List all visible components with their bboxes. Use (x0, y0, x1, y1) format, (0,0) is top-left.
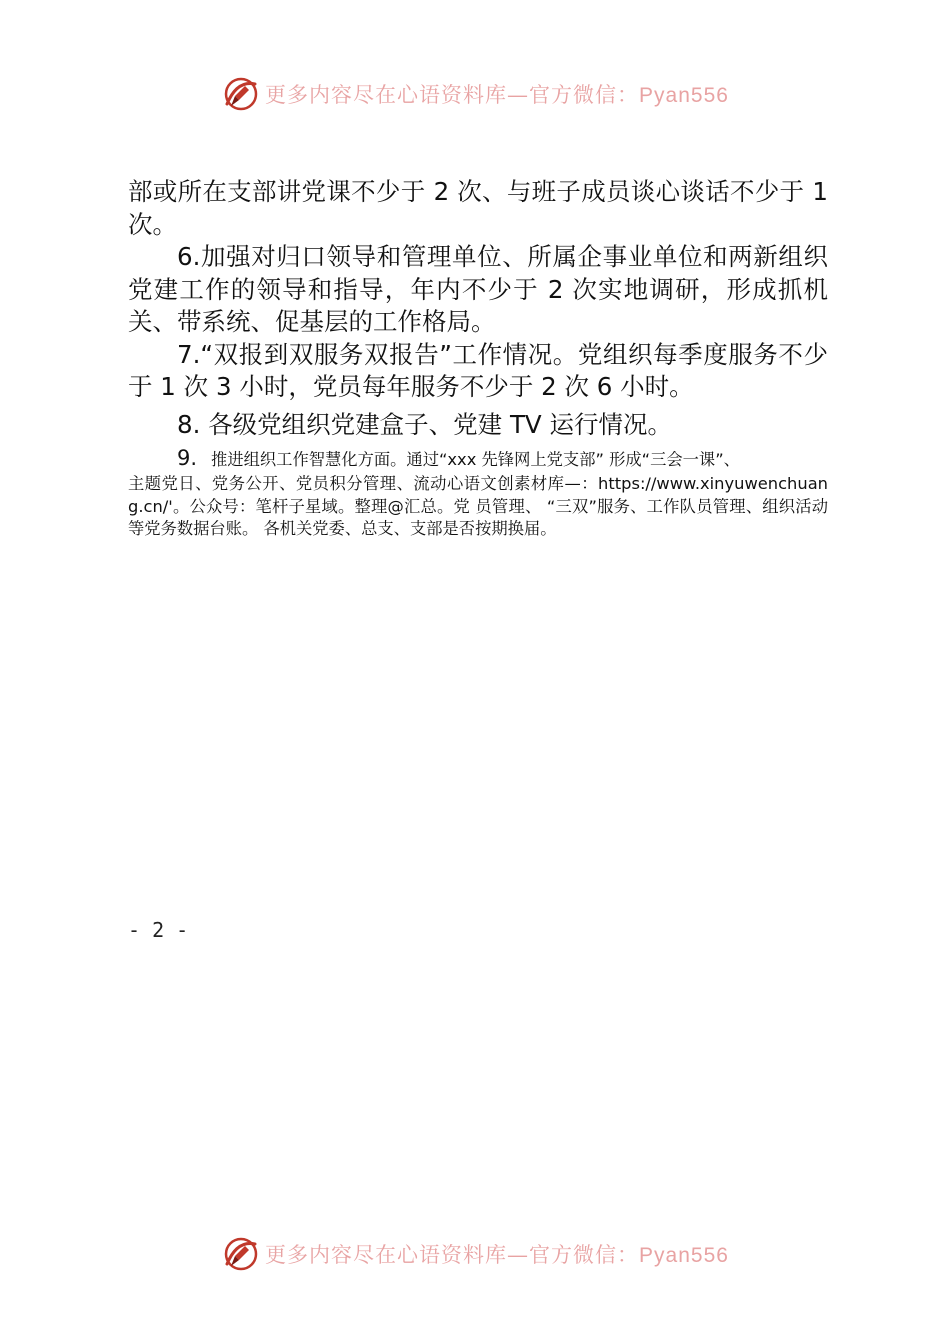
page-number: - 2 - (128, 918, 189, 942)
paragraph-9 (128, 445, 828, 541)
banner-slogan-text: 更多内容尽在心语资料库—官方微信： (265, 83, 640, 107)
pen-nib-logo-icon (221, 74, 261, 114)
paragraph-8: 8. 各级党组织党建盒子、党建 TV 运行情况。 (177, 409, 672, 439)
banner-wechat-id: Pyan556 (639, 1244, 729, 1267)
banner-slogan (265, 79, 729, 109)
paragraph-6: 6.加强对归口领导和管理单位、所属企事业单位和两新组织党建工作的领导和指导，年内不少于 2 次实地调研，形成抓机关、带系统、促基层的工作格局。 (128, 242, 828, 336)
document-body (128, 176, 828, 541)
paragraph-9-number: 9. (177, 446, 198, 470)
banner-slogan-text: 更多内容尽在心语资料库—官方微信： (265, 1243, 640, 1267)
paragraph-9-lead: 推进组织工作智慧化方面。通过“xxx 先锋网上党支部” 形成“三会一课”、 (211, 450, 740, 469)
paragraph-9-body: 主题党日、党务公开、党员积分管理、流动心语文创素材库—：https://www.xinyuwenchuang.cn/'。公众号：笔杆子星域。整理@汇总。党 员管理、 “三双”服务、工作队员管理、组织活动等党务数据台账。 各机关党委、总支、支部是否按期换届。 (128, 474, 828, 538)
paragraph-9-first-line (128, 445, 828, 473)
banner-slogan (265, 1239, 729, 1269)
paragraph-7: 7.“双报到双服务双报告”工作情况。党组织每季度服务不少于 1 次 3 小时，党员每年服务不少于 2 次 6 小时。 (128, 339, 828, 401)
footer-banner (0, 1230, 950, 1278)
paragraph-continuation: 部或所在支部讲党课不少于 2 次、与班子成员谈心谈话不少于 1 次。 (128, 177, 828, 239)
pen-nib-logo-icon (221, 1234, 261, 1274)
banner-wechat-id: Pyan556 (639, 84, 729, 107)
header-banner (0, 70, 950, 118)
